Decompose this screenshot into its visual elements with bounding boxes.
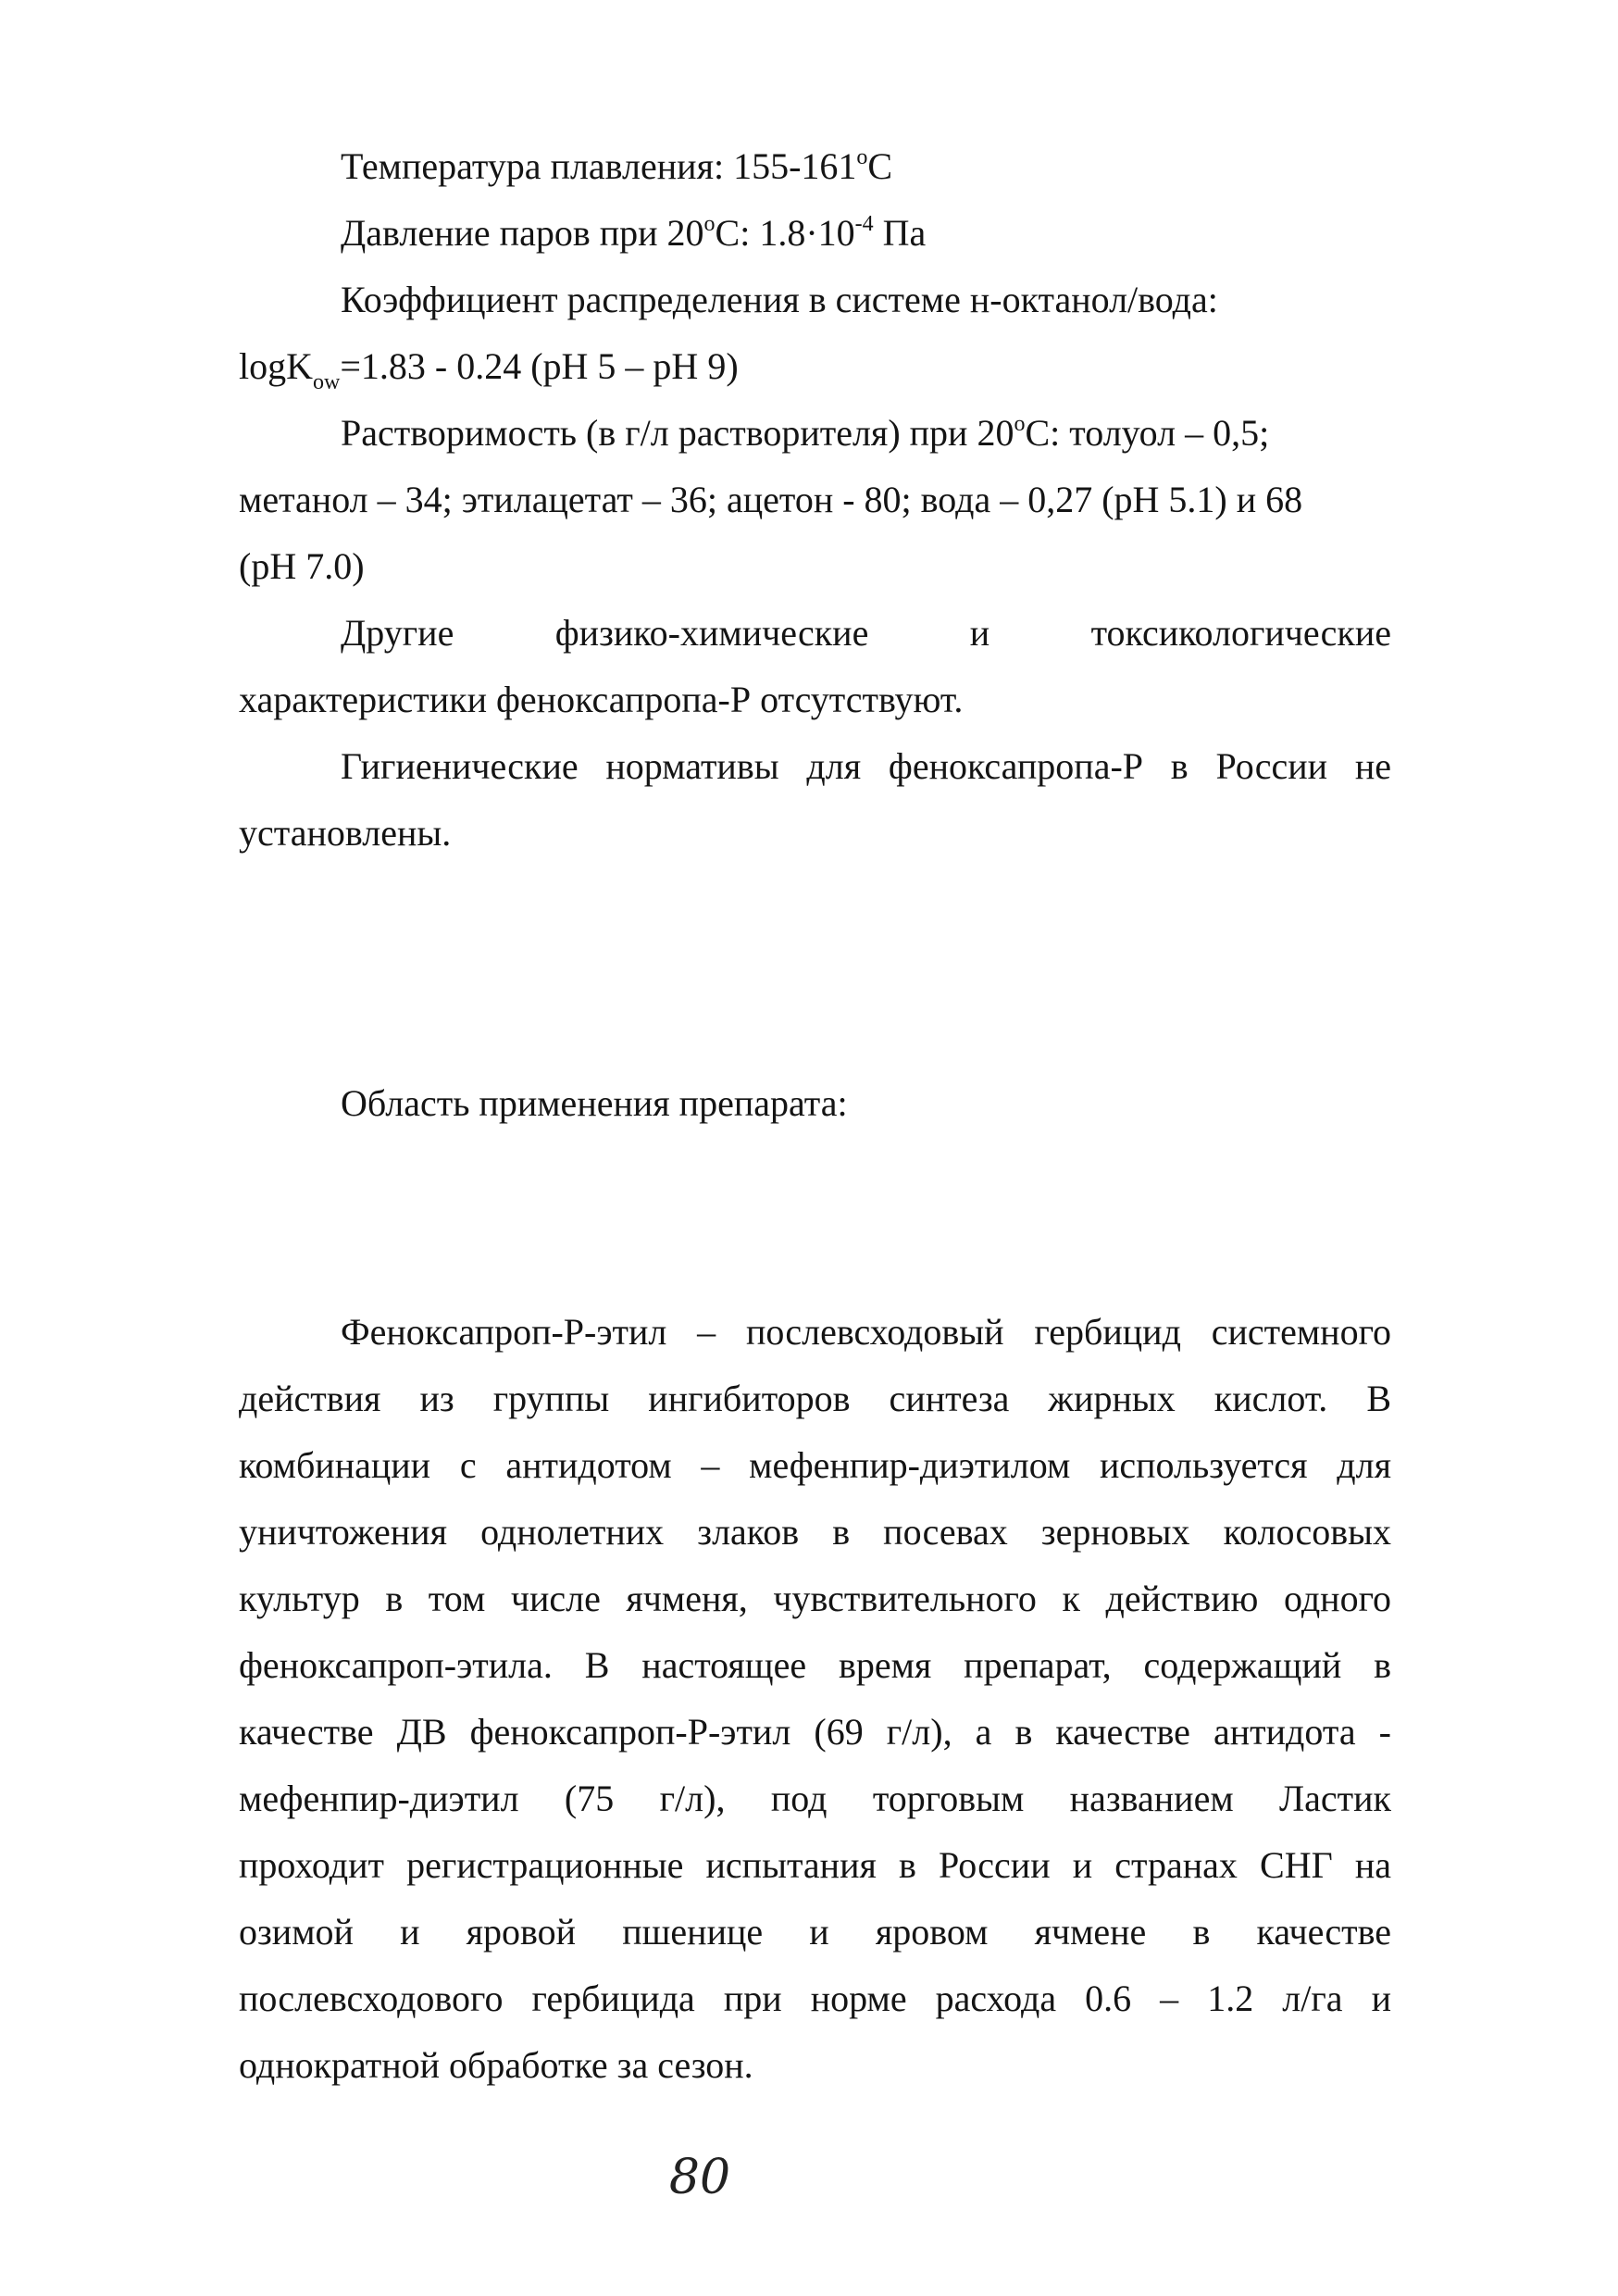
page-number: 80 [668,2150,731,2205]
description-line: культур в том числе ячменя, чувствительного к действию одного [239,1578,1391,1619]
description-line: мефенпир-диэтил (75 г/л), под торговым названием Ластик [239,1778,1391,1819]
description-line: проходит регистрационные испытания в России и странах СНГ на [239,1844,1391,1886]
application-heading: Область применения препарата: [341,1082,848,1124]
description-line: однократной обработке за сезон. [239,2044,753,2086]
other-properties-line-2: характеристики феноксапропа-Р отсутствуют. [239,679,964,720]
melting-point-line: Температура плавления: 155-161$^o$С [341,145,893,187]
solubility-line-2: метанол – 34; этилацетат – 36; ацетон - 80; вода – 0,27 (pH 5.1) и 68 [239,479,1303,520]
description-line: комбинации с антидотом – мефенпир-диэтилом используется для [239,1444,1391,1486]
partition-coefficient-line: Коэффициент распределения в системе н-октанол/вода: [341,279,1218,320]
other-properties-line: Другие физико-химические и токсикологические [341,612,1391,654]
description-line: Феноксапроп-Р-этил – послевсходовый гербицид системного [341,1311,1391,1353]
application-description [239,1299,1391,2099]
description-line: качестве ДВ феноксапроп-Р-этил (69 г/л), а в качестве антидота - [239,1711,1391,1753]
vapor-pressure-line: Давление паров при 20$^o$С: $1.8\cdot 10^{-4}$ Па [341,212,927,254]
hygiene-line-2: установлены. [239,812,452,854]
description-line: уничтожения однолетних злаков в посевах зерновых колосовых [239,1511,1391,1553]
log-kow-line: logK$_{ow}$=1.83 - 0.24 (pH 5 – pH 9) [239,345,739,395]
properties-section [239,133,1391,867]
hygiene-line: Гигиенические нормативы для феноксапропа-Р в России не [341,745,1391,787]
description-line: действия из группы ингибиторов синтеза жирных кислот. В [239,1378,1391,1419]
solubility-line: Растворимость (в г/л растворителя) при 20$^o$С: толуол – 0,5; [341,412,1270,454]
description-line: озимой и яровой пшенице и яровом ячмене в качестве [239,1911,1391,1953]
solubility-line-3: (pH 7.0) [239,545,365,587]
description-line: феноксапроп-этила. В настоящее время препарат, содержащий в [239,1644,1391,1686]
description-line: послевсходового гербицида при норме расхода 0.6 – 1.2 л/га и [239,1978,1391,2019]
